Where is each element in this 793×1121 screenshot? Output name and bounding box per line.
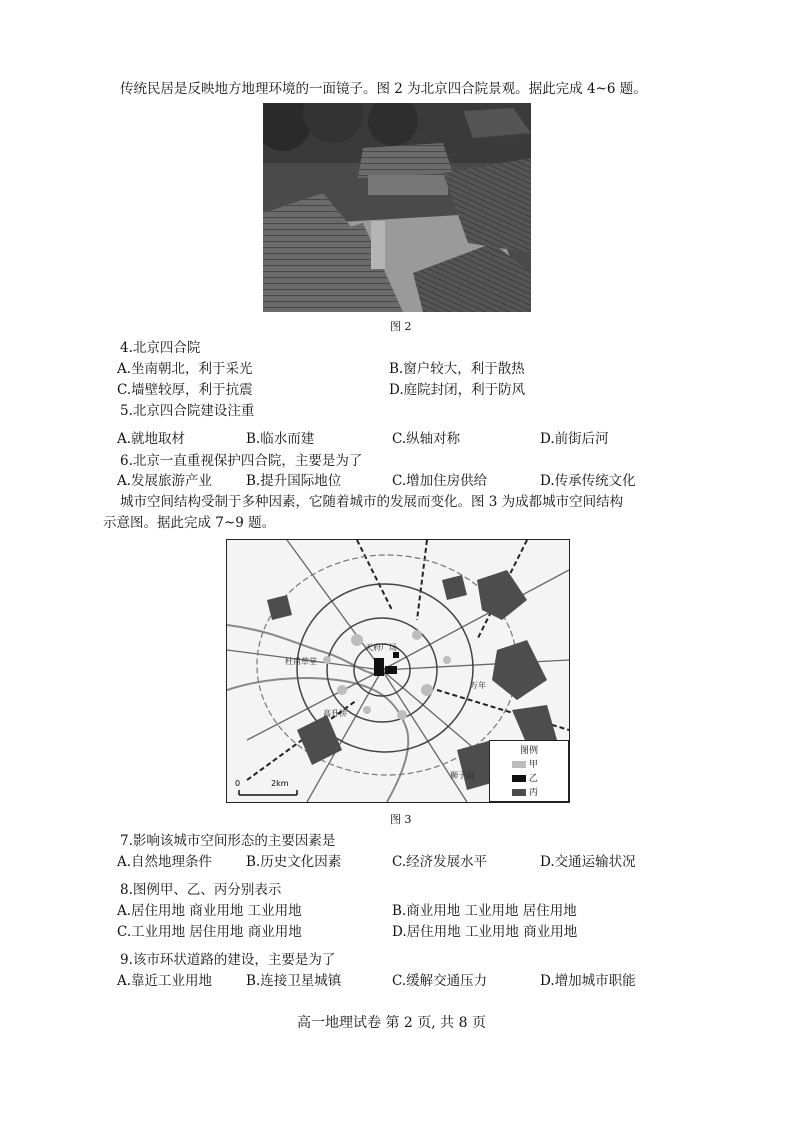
figure-2-photo [263, 103, 531, 312]
question-6-option-c: C.增加住房供给 [392, 473, 488, 489]
railway-line [417, 540, 427, 620]
question-6-stem: 6.北京一直重视保护四合院，主要是为了 [120, 453, 363, 469]
railway-line [357, 540, 392, 610]
legend-title: 图例 [519, 746, 538, 756]
figure-3-caption: 图 3 [390, 813, 412, 826]
question-4-option-d: D.庭院封闭，利于防风 [389, 382, 526, 398]
question-7-option-c: C.经济发展水平 [392, 854, 488, 870]
question-7-option-d: D.交通运输状况 [540, 854, 636, 870]
question-4-option-b: B.窗户较大，利于散热 [389, 361, 525, 377]
place-label-gaosheng: 高升桥 [323, 709, 347, 718]
question-5-stem: 5.北京四合院建设注重 [120, 403, 255, 419]
question-9-option-a: A.靠近工业用地 [117, 973, 213, 989]
question-9-option-b: B.连接卫星城镇 [246, 973, 342, 989]
place-label-tianfu: 天府广场 [365, 643, 397, 652]
question-7-option-a: A.自然地理条件 [117, 854, 213, 870]
legend-label-yi: 乙 [528, 774, 538, 784]
courtyard-photo-image [263, 103, 531, 312]
legend-item-yi [508, 771, 538, 784]
intro-passage-1: 传统民居是反映地方地理环境的一面镜子。图 2 为北京四合院景观。据此完成 4~6 题。 [120, 81, 647, 97]
question-9-option-c: C.缓解交通压力 [392, 973, 488, 989]
question-9-stem: 9.该市环状道路的建设，主要是为了 [120, 952, 336, 968]
question-6-option-d: D.传承传统文化 [540, 473, 636, 489]
question-5-option-c: C.纵轴对称 [392, 431, 461, 447]
question-9-option-d: D.增加城市职能 [540, 973, 636, 989]
question-8-option-c: C.工业用地 居住用地 商业用地 [117, 924, 302, 940]
figure-2-caption: 图 2 [390, 320, 412, 333]
question-4-option-a: A.坐南朝北，利于采光 [117, 361, 253, 377]
question-5-option-d: D.前街后河 [540, 431, 609, 447]
question-8-option-a: A.居住用地 商业用地 工业用地 [117, 903, 302, 919]
question-6-option-a: A.发展旅游产业 [117, 473, 213, 489]
question-8-stem: 8.图例甲、乙、丙分别表示 [120, 882, 282, 898]
figure-3-map [226, 539, 570, 803]
map-legend [489, 740, 569, 802]
question-5-option-a: A.就地取材 [117, 431, 186, 447]
question-8-option-b: B.商业用地 工业用地 居住用地 [392, 903, 577, 919]
legend-swatch-yi [512, 775, 526, 782]
intro-passage-2-line-1: 城市空间结构受制于多种因素，它随着城市的发展而变化。图 3 为成都城市空间结构 [120, 494, 624, 510]
legend-swatch-jia [512, 761, 526, 768]
scale-bar [235, 779, 297, 795]
intro-passage-2-line-2: 示意图。据此完成 7~9 题。 [103, 515, 276, 531]
scale-label: 2km [271, 779, 289, 788]
legend-item-jia [508, 757, 538, 770]
place-label-shizishan: 狮子山 [450, 771, 474, 780]
legend-swatch-bing [512, 789, 526, 796]
question-7-stem: 7.影响该城市空间形态的主要因素是 [120, 833, 336, 849]
legend-item-bing [508, 785, 538, 798]
question-5-option-b: B.临水而建 [246, 431, 315, 447]
legend-label-jia: 甲 [528, 760, 538, 770]
legend-label-bing: 丙 [528, 788, 538, 798]
scale-zero: 0 [235, 779, 241, 788]
question-8-option-d: D.居住用地 工业用地 商业用地 [392, 924, 578, 940]
question-7-option-b: B.历史文化因素 [246, 854, 342, 870]
question-4-option-c: C.墙壁较厚，利于抗震 [117, 382, 253, 398]
place-label-wannian: 万年 [470, 681, 486, 690]
land-use-yi-patches [374, 652, 399, 676]
question-4-stem: 4.北京四合院 [120, 340, 201, 356]
place-label-du-fu: 杜甫草堂 [285, 657, 317, 666]
page-footer: 高一地理试卷 第 2 页, 共 8 页 [297, 1015, 486, 1031]
question-6-option-b: B.提升国际地位 [246, 473, 342, 489]
